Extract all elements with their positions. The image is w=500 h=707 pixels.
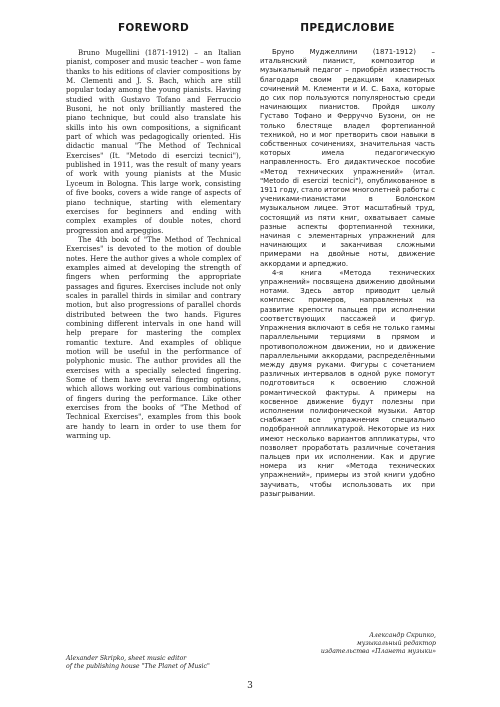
- english-signature: [66, 655, 266, 671]
- english-paragraph-2: The 4th book of "The Method of Technical Exercises" is devoted to the motion of double notes. Here the author gives a whole complex of examples aimed at developing the strength of fingers when performing the appropriate passages and figures. Exercises include not only scales in parallel thirds in similar and contrary motion, but also progressions of parallel chords distributed between the two hands. Figures combining different intervals in one hand will help prepare for mastering the complex romantic texture. And examples of oblique motion will be useful in the performance of polyphonic music. The author provides all the exercises with a specially selected fingering. Some of them have several fingering options, which allows working out various combinations of fingers during the performance. Like other exercises from the books of "The Method of Technical Exercises", examples from this book are handy to learn in order to use them for warming up.: [66, 234, 241, 441]
- foreword-heading: FOREWORD: [117, 22, 190, 34]
- russian-paragraph-1: Бруно Муджеллини (1871-1912) – итальянский пианист, композитор и музыкальный педагог – приобрёл известность благодаря своим редакциям клавирных сочинений М. Клементи и И. С. Баха, которые до сих пор пользуются популярностью среди начинающих пианистов. Пройдя школу Густаво Тофано и Ферруччо Бузони, он не только блестяще владел фортепианной техникой, но и мог претворить свои навыки в собственных сочинениях, значительная часть которых имела педагогическую направленность. Его дидактическое пособие «Метод технических упражнений» (итал. "Metodo di esercizi tecnici"), опубликованное в 1911 году, стало итогом многолетней работы с учениками-пианистами в Болонском музыкальном лицее. Этот масштабный труд, состоящий из пяти книг, охватывает самые разные аспекты фортепианной техники, начиная с элементарных упражнений для начинающих и заканчивая сложными примерами на двойные ноты, движение аккордами и арпеджио.: [260, 48, 435, 268]
- english-column: [66, 22, 241, 440]
- page-number: 3: [247, 681, 253, 691]
- english-signature-line-1: Alexander Skripko, sheet music editor: [66, 655, 187, 662]
- russian-body: [260, 48, 435, 499]
- russian-heading: ПРЕДИСЛОВИЕ: [300, 22, 395, 34]
- english-body: [66, 48, 241, 440]
- russian-signature: [300, 632, 436, 656]
- russian-signature-line-3: издательства «Планета музыки»: [320, 648, 436, 655]
- russian-paragraph-2: 4-я книга «Метода технических упражнений» посвящена движению двойными нотами. Здесь автор приводит целый комплекс примеров, направленных на развитие крепости пальцев при исполнении соответствующих пассажей и фигур. Упражнения включают в себя не только гаммы параллельными терциями в прямом и противоположном движении, но и движение параллельными аккордами, распределёнными между двумя руками. Фигуры с сочетанием различных интервалов в одной руке помогут подготовиться к освоению сложной романтической фактуры. А примеры на косвенное движение будут полезны при исполнении полифонической музыки. Автор снабжает все упражнения специально подобранной аппликатурой. Некоторые из них имеют несколько вариантов аппликатуры, что позволяет проработать различные сочетания пальцев при их исполнении. Как и другие номера из книг «Метода технических упражнений», примеры из этой книги удобно заучивать, чтобы использовать их при разыгрывании.: [260, 268, 435, 498]
- russian-signature-line-2: музыкальный редактор: [356, 640, 436, 647]
- russian-column: [260, 22, 435, 499]
- english-paragraph-1: Bruno Mugellini (1871-1912) – an Italian pianist, composer and music teacher – won fame thanks to his editions of clavier compositions by M. Clementi and J. S. Bach, which are still popular today among the young pianists. Having studied with Gustavo Tofano and Ferruccio Busoni, he not only brilliantly mastered the piano technique, but could also translate his skills into his own compositions, a significant part of which was pedagogically oriented. His didactic manual "The Method of Technical Exercises" (It. "Metodo di esercizi tecnici"), published in 1911, was the result of many years of work with young pianists at the Music Lyceum in Bologna. This large work, consisting of five books, covers a wide range of aspects of piano technique, starting with elementary exercises for beginners and ending with complex examples of double notes, chord progression and arpeggios.: [66, 48, 241, 235]
- english-signature-line-2: of the publishing house "The Planet of Music": [66, 663, 210, 670]
- russian-signature-line-1: Александр Скрипко,: [369, 632, 436, 639]
